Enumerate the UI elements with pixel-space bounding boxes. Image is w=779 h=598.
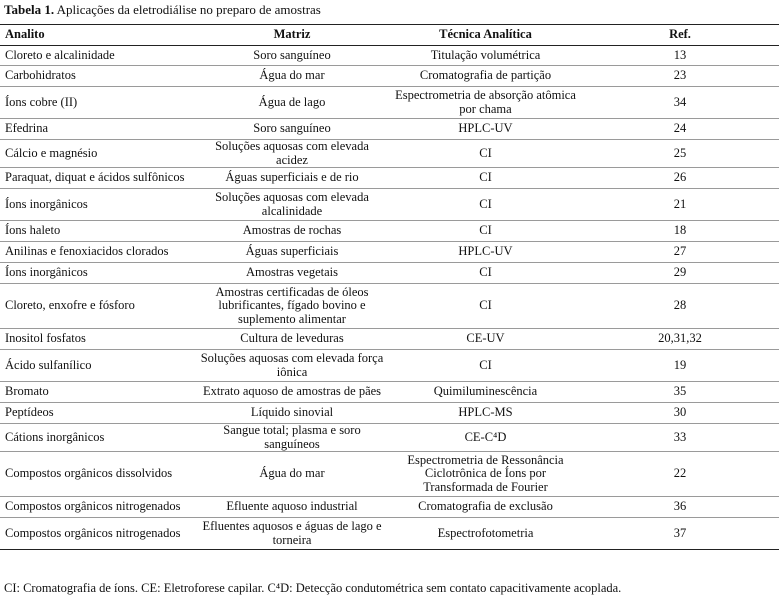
cell-tecnica: CI — [390, 189, 581, 221]
cell-matriz: Cultura de leveduras — [194, 329, 390, 350]
table-row — [0, 87, 779, 119]
cell-analito: Íons haleto — [0, 221, 194, 242]
cell-ref: 34 — [581, 87, 779, 119]
table-row — [0, 46, 779, 66]
cell-analito: Compostos orgânicos dissolvidos — [0, 452, 194, 497]
cell-analito: Paraquat, diquat e ácidos sulfônicos — [0, 168, 194, 189]
cell-ref: 36 — [581, 497, 779, 518]
cell-matriz: Amostras certificadas de óleos lubrificantes, fígado bovino e suplemento alimentar — [194, 284, 390, 329]
cell-analito: Cálcio e magnésio — [0, 140, 194, 168]
table-row — [0, 518, 779, 550]
cell-analito: Íons inorgânicos — [0, 263, 194, 284]
cell-analito: Compostos orgânicos nitrogenados — [0, 497, 194, 518]
cell-matriz: Água de lago — [194, 87, 390, 119]
cell-ref: 37 — [581, 518, 779, 550]
table-row — [0, 424, 779, 452]
cell-tecnica: CI — [390, 284, 581, 329]
cell-tecnica: CI — [390, 221, 581, 242]
cell-tecnica: Titulação volumétrica — [390, 46, 581, 66]
cell-ref: 24 — [581, 119, 779, 140]
cell-matriz: Soro sanguíneo — [194, 46, 390, 66]
cell-matriz: Amostras de rochas — [194, 221, 390, 242]
cell-tecnica: Quimiluminescência — [390, 382, 581, 403]
cell-matriz: Soro sanguíneo — [194, 119, 390, 140]
table-row — [0, 284, 779, 329]
cell-ref: 30 — [581, 403, 779, 424]
cell-matriz: Amostras vegetais — [194, 263, 390, 284]
column-header-matriz: Matriz — [194, 25, 390, 46]
table-row — [0, 452, 779, 497]
cell-matriz: Sangue total; plasma e soro sanguíneos — [194, 424, 390, 452]
cell-analito: Peptídeos — [0, 403, 194, 424]
table-row — [0, 403, 779, 424]
cell-tecnica: CI — [390, 168, 581, 189]
table-caption-label: Tabela 1. — [4, 2, 55, 17]
cell-ref: 25 — [581, 140, 779, 168]
cell-ref: 29 — [581, 263, 779, 284]
cell-analito: Cloreto e alcalinidade — [0, 46, 194, 66]
table-header-row — [0, 25, 779, 46]
column-header-analito: Analito — [0, 25, 194, 46]
table-caption-text: Aplicações da eletrodiálise no preparo de amostras — [54, 2, 321, 17]
cell-analito: Cloreto, enxofre e fósforo — [0, 284, 194, 329]
cell-analito: Carbohidratos — [0, 66, 194, 87]
cell-ref: 35 — [581, 382, 779, 403]
cell-matriz: Soluções aquosas com elevada alcalinidade — [194, 189, 390, 221]
cell-tecnica: CE-C⁴D — [390, 424, 581, 452]
cell-ref: 20,31,32 — [581, 329, 779, 350]
cell-tecnica: CI — [390, 263, 581, 284]
column-header-tecnica: Técnica Analítica — [390, 25, 581, 46]
cell-matriz: Efluente aquoso industrial — [194, 497, 390, 518]
cell-tecnica: Cromatografia de partição — [390, 66, 581, 87]
table-footnote: CI: Cromatografia de íons. CE: Eletroforese capilar. C⁴D: Detecção condutométrica sem contato capacitivamente acoplada. — [4, 581, 622, 595]
cell-analito: Íons cobre (II) — [0, 87, 194, 119]
cell-matriz: Soluções aquosas com elevada força iônica — [194, 350, 390, 382]
cell-matriz: Água do mar — [194, 452, 390, 497]
cell-matriz: Águas superficiais e de rio — [194, 168, 390, 189]
cell-analito: Cátions inorgânicos — [0, 424, 194, 452]
table-caption — [4, 2, 321, 18]
cell-matriz: Águas superficiais — [194, 242, 390, 263]
table-row — [0, 140, 779, 168]
table-row — [0, 168, 779, 189]
cell-tecnica: HPLC-UV — [390, 242, 581, 263]
table-row — [0, 221, 779, 242]
table-row — [0, 350, 779, 382]
cell-ref: 13 — [581, 46, 779, 66]
cell-analito: Inositol fosfatos — [0, 329, 194, 350]
table-row — [0, 263, 779, 284]
cell-ref: 19 — [581, 350, 779, 382]
cell-tecnica: Espectrometria de absorção atômica por chama — [390, 87, 581, 119]
column-header-ref: Ref. — [581, 25, 779, 46]
cell-analito: Anilinas e fenoxiacidos clorados — [0, 242, 194, 263]
cell-ref: 21 — [581, 189, 779, 221]
cell-analito: Efedrina — [0, 119, 194, 140]
cell-matriz: Efluentes aquosos e águas de lago e torneira — [194, 518, 390, 550]
cell-tecnica: CE-UV — [390, 329, 581, 350]
cell-ref: 26 — [581, 168, 779, 189]
cell-ref: 27 — [581, 242, 779, 263]
cell-matriz: Extrato aquoso de amostras de pães — [194, 382, 390, 403]
table-row — [0, 66, 779, 87]
data-table — [0, 24, 779, 550]
cell-analito: Bromato — [0, 382, 194, 403]
table-row — [0, 329, 779, 350]
cell-matriz: Soluções aquosas com elevada acidez — [194, 140, 390, 168]
cell-tecnica: CI — [390, 350, 581, 382]
cell-ref: 22 — [581, 452, 779, 497]
cell-ref: 28 — [581, 284, 779, 329]
cell-ref: 18 — [581, 221, 779, 242]
cell-analito: Compostos orgânicos nitrogenados — [0, 518, 194, 550]
cell-ref: 23 — [581, 66, 779, 87]
cell-analito: Íons inorgânicos — [0, 189, 194, 221]
cell-tecnica: Espectrofotometria — [390, 518, 581, 550]
cell-tecnica: HPLC-UV — [390, 119, 581, 140]
table-row — [0, 497, 779, 518]
table-row — [0, 382, 779, 403]
cell-tecnica: Espectrometria de Ressonância Ciclotrônica de Íons por Transformada de Fourier — [390, 452, 581, 497]
cell-tecnica: HPLC-MS — [390, 403, 581, 424]
cell-tecnica: Cromatografia de exclusão — [390, 497, 581, 518]
cell-tecnica: CI — [390, 140, 581, 168]
cell-matriz: Líquido sinovial — [194, 403, 390, 424]
cell-matriz: Água do mar — [194, 66, 390, 87]
table-row — [0, 242, 779, 263]
table-row — [0, 119, 779, 140]
table-row — [0, 189, 779, 221]
cell-ref: 33 — [581, 424, 779, 452]
cell-analito: Ácido sulfanílico — [0, 350, 194, 382]
table-body — [0, 46, 779, 550]
